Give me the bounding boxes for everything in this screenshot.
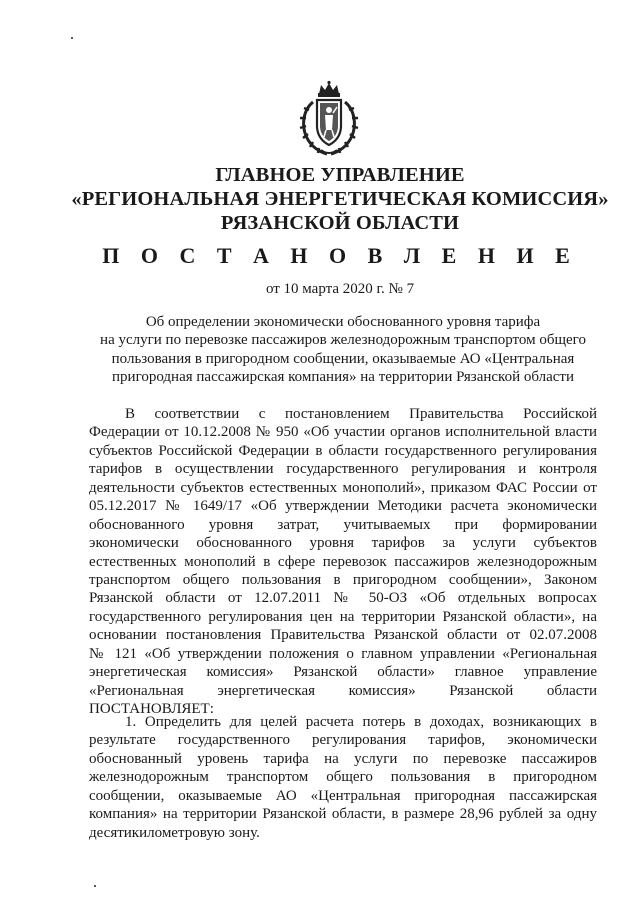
preamble-line: деятельности субъектов естественных монополий», приказом ФАС России от — [89, 479, 597, 496]
org-title-line-1: ГЛАВНОЕ УПРАВЛЕНИЕ — [215, 164, 465, 186]
item-1-line: сообщении, оказываемые АО «Центральная пригородная пассажирская — [89, 787, 597, 804]
scan-speck — [94, 885, 96, 887]
subject-line: пользования в пригородном сообщении, оказываемые АО «Центральная — [111, 350, 575, 367]
item-1-line: результате государственного регулирования тарифов, экономически — [89, 732, 597, 749]
preamble-line: «Региональная энергетическая комиссия» Рязанской области — [89, 682, 597, 699]
preamble-line: № 121 «Об утверждении положения о главном управлении «Региональная — [89, 645, 597, 662]
preamble-resolution-word: ПОСТАНОВЛЯЕТ: — [89, 701, 214, 717]
item-1-paragraph — [89, 713, 597, 842]
preamble-paragraph — [89, 405, 597, 718]
subject-line: на услуги по перевозке пассажиров железнодорожным транспортом общего — [100, 332, 586, 349]
document-date-number: от 10 марта 2020 г. № 7 — [265, 281, 415, 297]
subject-line: Об определении экономически обоснованного уровня тарифа — [145, 314, 541, 330]
preamble-line: естественных монополий в сфере перевозок пассажиров железнодорожным — [89, 553, 597, 570]
preamble-line: Рязанской области от 12.07.2011 № 50-ОЗ «Об отдельных вопросах — [89, 590, 597, 607]
scan-speck — [71, 37, 73, 39]
preamble-line: 05.12.2017 № 1649/17 «Об утверждении Методики расчета экономически — [89, 498, 597, 515]
preamble-line: тарифов в осуществлении государственного регулирования и контроля — [89, 461, 597, 478]
item-1-line: железнодорожным транспортом общего пользования в пригородном — [89, 769, 597, 786]
preamble-line: государственного регулирования цен на территории Рязанской области», на — [89, 608, 597, 625]
preamble-line: Федерации от 10.12.2008 № 950 «Об участии органов исполнительной власти — [89, 424, 597, 441]
preamble-line: экономически обоснованного уровня тарифов за услуги субъектов — [89, 535, 597, 552]
item-1-line: обоснованный уровень тарифа на услуги по перевозке пассажиров — [89, 750, 597, 767]
preamble-line: субъектов Российской Федерации в области государственного регулирования — [89, 442, 597, 459]
preamble-line: транспортом общего пользования в пригородном сообщении», Законом — [89, 571, 597, 588]
item-1-line: компания» на территории Рязанской области, в размере 28,96 рублей за одну — [89, 806, 597, 823]
item-1-line: десятикилометровую зону. — [89, 824, 260, 841]
coat-of-arms-icon — [297, 80, 361, 158]
preamble-line: энергетическая комиссия» Рязанской области» главное управление — [89, 664, 597, 681]
document-subject — [88, 313, 598, 387]
preamble-line: обоснованного уровня затрат, учитываемых при формировании — [89, 516, 597, 533]
preamble-line: В соответствии с постановлением Правительства Российской — [125, 406, 597, 422]
preamble-line: основании постановления Правительства Рязанской области от 02.07.2008 — [89, 627, 597, 644]
subject-line: пригородная пассажирская компания» на территории Рязанской области — [112, 369, 574, 386]
org-title-line-3: РЯЗАНСКОЙ ОБЛАСТИ — [220, 212, 460, 234]
org-title-line-2: «РЕГИОНАЛЬНАЯ ЭНЕРГЕТИЧЕСКАЯ КОМИССИЯ» — [71, 188, 609, 210]
item-1-line: 1. Определить для целей расчета потерь в доходах, возникающих в — [125, 714, 597, 730]
document-type: П О С Т А Н О В Л Е Н И Е — [102, 243, 578, 268]
